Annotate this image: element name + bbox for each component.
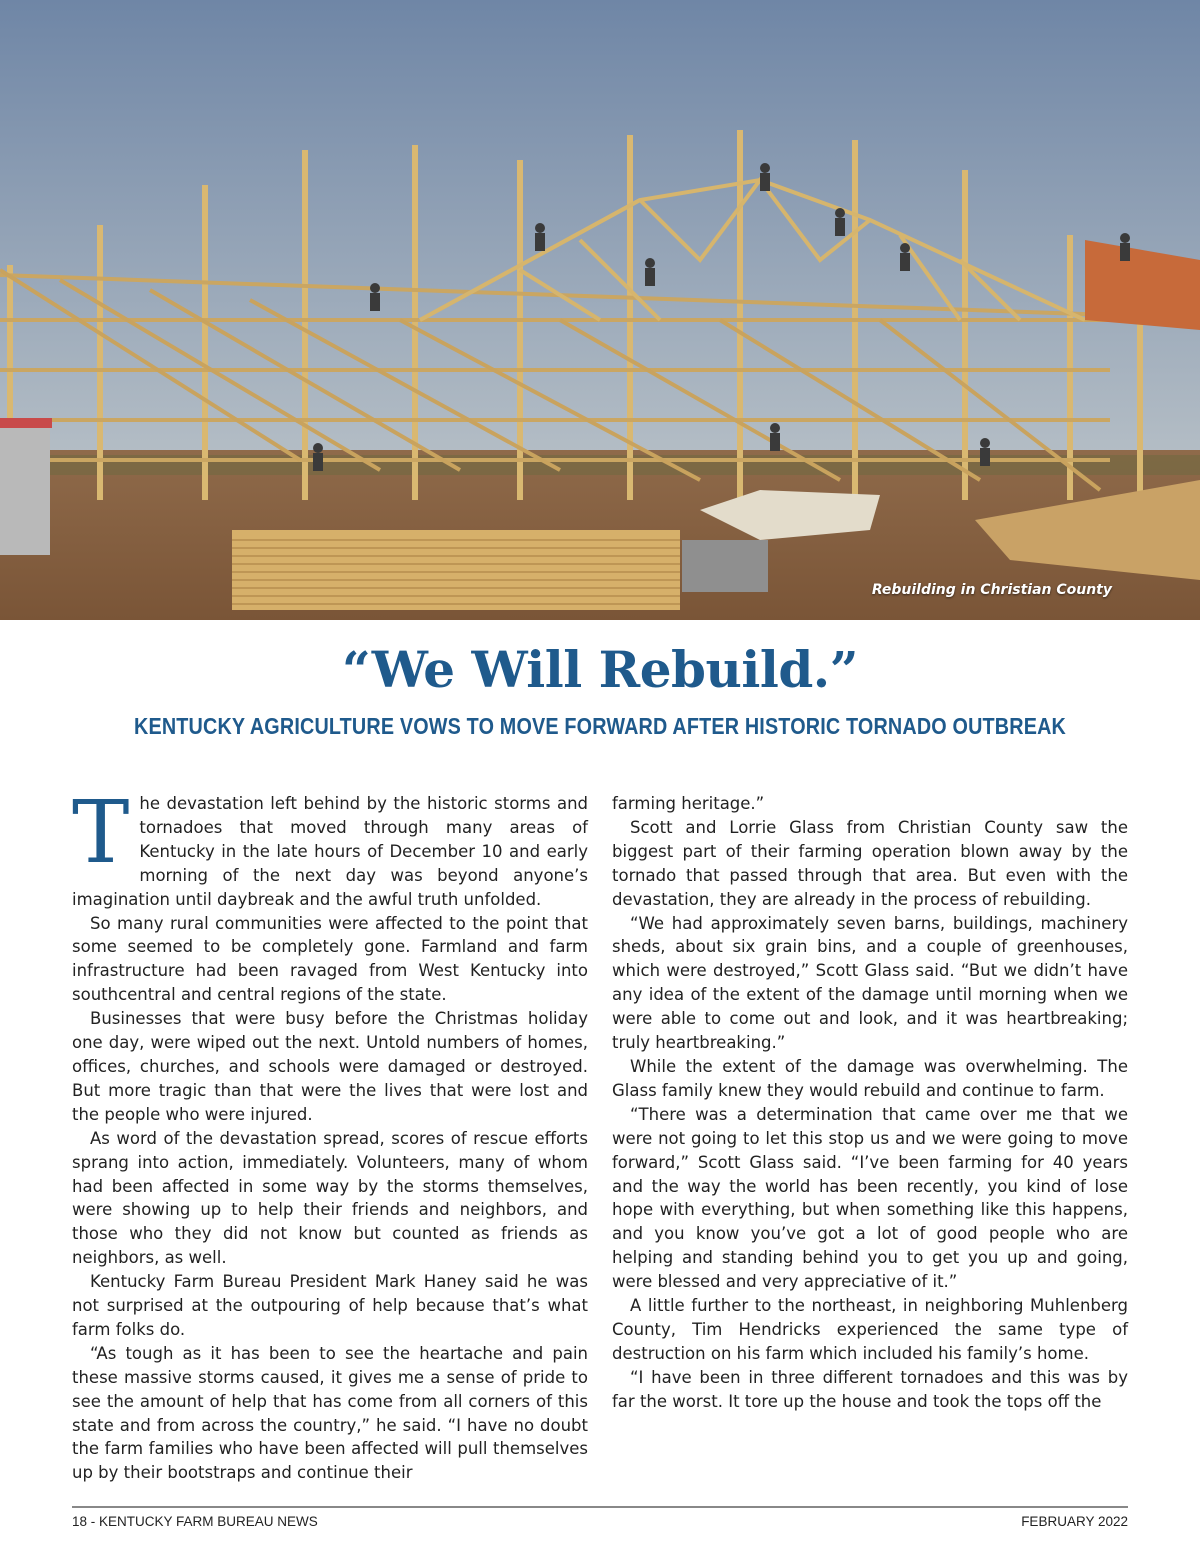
paragraph: “I have been in three different tornadoes and this was by far the worst. It tore up the house and took the tops off the <box>612 1367 1128 1411</box>
worker-body <box>835 218 845 236</box>
article-headline: “We Will Rebuild.” <box>342 640 858 699</box>
article-subhead: KENTUCKY AGRICULTURE VOWS TO MOVE FORWARD AFTER HISTORIC TORNADO OUTBREAK <box>134 713 1066 739</box>
paragraph: Scott and Lorrie Glass from Christian County saw the biggest part of their farming operation blown away by the tornado that passed through that area. But even with the devastation, they are already in the process of rebuilding. <box>612 817 1128 909</box>
paragraph: Businesses that were busy before the Christmas holiday one day, were wiped out the next. Untold numbers of homes, offices, churches, and schools were damaged or destroyed. But more tragic than that were the lives that were lost and the people who were injured. <box>72 1009 588 1124</box>
drop-cap: T <box>72 783 130 883</box>
worker-body <box>313 453 323 471</box>
worker-head <box>770 423 780 433</box>
worker-head <box>835 208 845 218</box>
hero-photo <box>0 0 1200 620</box>
paragraph-text: he devastation left behind by the historic storms and tornadoes that moved through many areas of Kentucky in the late hours of December 10 and early morning of the next day was beyond anyone’s imagination until daybreak and the awful truth unfolded. <box>72 794 588 909</box>
paragraph: Kentucky Farm Bureau President Mark Haney said he was not surprised at the outpouring of help because that’s what farm folks do. <box>72 1272 588 1339</box>
worker-head <box>1120 233 1130 243</box>
worker-body <box>535 233 545 251</box>
worker-head <box>900 243 910 253</box>
footer-date: FEBRUARY 2022 <box>1021 1514 1128 1529</box>
worker-body <box>980 448 990 466</box>
worker-body <box>645 268 655 286</box>
worker-body <box>900 253 910 271</box>
paragraph: So many rural communities were affected to the point that some seemed to be completely gone. Farmland and farm infrastructure had been ravaged from West Kentucky into southcentral and central regions of the state. <box>72 913 588 1005</box>
worker-head <box>535 223 545 233</box>
worker-head <box>313 443 323 453</box>
worker-body <box>770 433 780 451</box>
worker-head <box>370 283 380 293</box>
paragraph: “As tough as it has been to see the heartache and pain these massive storms caused, it gives me a sense of pride to see the amount of help that has come from all corners of this state and from across the country,” he said. “I have no doubt the farm families who have been affected will pull themselves up by their bootstraps and continue their <box>72 1343 588 1483</box>
column-left <box>72 783 588 1485</box>
paragraph: As word of the devastation spread, scores of rescue efforts sprang into action, immediately. Volunteers, many of whom had been affected in some way by the storms themselves, were showing up to help their friends and neighbors, and those who they did not know but counted as friends as neighbors, as well. <box>72 1128 588 1268</box>
column-right <box>612 792 1128 1414</box>
footer-rule <box>72 1506 1128 1508</box>
paragraph: “We had approximately seven barns, buildings, machinery sheds, about six grain bins, and a couple of greenhouses, which were destroyed,” Scott Glass said. “But we didn’t have any idea of the extent of the damage until morning when we were able to come out and look, and it was heartbreaking; truly heartbreaking.” <box>612 913 1128 1053</box>
worker-body <box>370 293 380 311</box>
worker-head <box>760 163 770 173</box>
footer-publication: 18 - KENTUCKY FARM BUREAU NEWS <box>72 1514 318 1529</box>
paragraph <box>72 783 588 912</box>
paragraph: While the extent of the damage was overwhelming. The Glass family knew they would rebuild and continue to farm. <box>612 1056 1128 1100</box>
worker-head <box>980 438 990 448</box>
worker-body <box>1120 243 1130 261</box>
worker-head <box>645 258 655 268</box>
paragraph: farming heritage.” <box>612 794 765 813</box>
paragraph: A little further to the northeast, in neighboring Muhlenberg County, Tim Hendricks experienced the same type of destruction on his farm which included his family’s home. <box>612 1296 1128 1363</box>
photo-caption: Rebuilding in Christian County <box>871 582 1112 598</box>
paragraph: “There was a determination that came over me that we were not going to let this stop us and we were going to move forward,” Scott Glass said. “I’ve been farming for 40 years and the way the world has been recently, you kind of lose hope with everything, but when something like this happens, and you know you’ve got a lot of good people who are helping and standing behind you to get you up and going, were blessed and very appreciative of it.” <box>612 1104 1128 1292</box>
worker-body <box>760 173 770 191</box>
barn-framing-illustration <box>0 0 1200 620</box>
